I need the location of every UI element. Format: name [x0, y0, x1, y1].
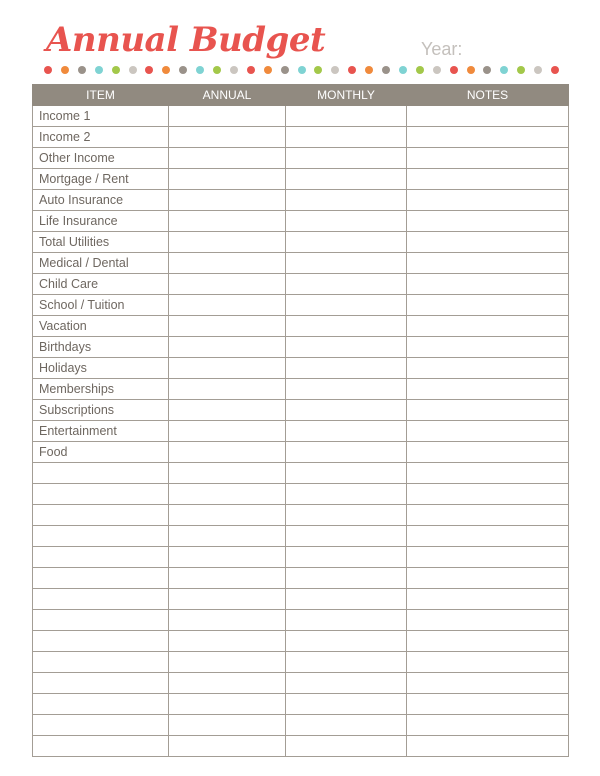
decorative-dot	[517, 66, 525, 74]
item-cell	[33, 610, 169, 631]
item-cell: Auto Insurance	[33, 190, 169, 211]
annual-cell	[169, 736, 286, 757]
decorative-dot	[314, 66, 322, 74]
column-header-notes: NOTES	[407, 85, 569, 106]
table-row	[33, 694, 569, 715]
notes-cell	[407, 337, 569, 358]
notes-cell	[407, 127, 569, 148]
notes-cell	[407, 736, 569, 757]
item-cell: Mortgage / Rent	[33, 169, 169, 190]
notes-cell	[407, 400, 569, 421]
item-cell: Vacation	[33, 316, 169, 337]
header-row	[33, 85, 569, 106]
annual-cell	[169, 253, 286, 274]
notes-cell	[407, 274, 569, 295]
item-cell: Income 2	[33, 127, 169, 148]
annual-cell	[169, 589, 286, 610]
annual-cell	[169, 463, 286, 484]
monthly-cell	[286, 484, 407, 505]
monthly-cell	[286, 526, 407, 547]
annual-cell	[169, 106, 286, 127]
item-cell: Life Insurance	[33, 211, 169, 232]
table-row	[33, 463, 569, 484]
monthly-cell	[286, 400, 407, 421]
notes-cell	[407, 295, 569, 316]
table-row	[33, 232, 569, 253]
monthly-cell	[286, 295, 407, 316]
decorative-dot	[61, 66, 69, 74]
annual-cell	[169, 148, 286, 169]
annual-cell	[169, 715, 286, 736]
notes-cell	[407, 169, 569, 190]
item-cell: Holidays	[33, 358, 169, 379]
decorative-dot	[348, 66, 356, 74]
table-row	[33, 274, 569, 295]
table-row	[33, 148, 569, 169]
monthly-cell	[286, 211, 407, 232]
notes-cell	[407, 253, 569, 274]
item-cell: Entertainment	[33, 421, 169, 442]
decorative-dot	[433, 66, 441, 74]
notes-cell	[407, 211, 569, 232]
monthly-cell	[286, 547, 407, 568]
notes-cell	[407, 106, 569, 127]
item-cell: Medical / Dental	[33, 253, 169, 274]
decorative-dot	[467, 66, 475, 74]
annual-cell	[169, 547, 286, 568]
decorative-dot	[247, 66, 255, 74]
item-cell: Other Income	[33, 148, 169, 169]
item-cell	[33, 589, 169, 610]
decorative-dot	[483, 66, 491, 74]
notes-cell	[407, 547, 569, 568]
annual-cell	[169, 295, 286, 316]
item-cell	[33, 484, 169, 505]
column-header-item: ITEM	[33, 85, 169, 106]
table-row	[33, 379, 569, 400]
monthly-cell	[286, 274, 407, 295]
item-cell	[33, 652, 169, 673]
table-row	[33, 295, 569, 316]
monthly-cell	[286, 190, 407, 211]
annual-cell	[169, 442, 286, 463]
decorative-dot	[365, 66, 373, 74]
item-cell	[33, 715, 169, 736]
monthly-cell	[286, 169, 407, 190]
table-row	[33, 547, 569, 568]
monthly-cell	[286, 442, 407, 463]
annual-cell	[169, 169, 286, 190]
year-label: Year:	[421, 39, 463, 59]
monthly-cell	[286, 631, 407, 652]
item-cell: Birthdays	[33, 337, 169, 358]
monthly-cell	[286, 337, 407, 358]
table-row	[33, 253, 569, 274]
annual-cell	[169, 400, 286, 421]
item-cell	[33, 694, 169, 715]
decorative-dot	[416, 66, 424, 74]
notes-cell	[407, 715, 569, 736]
item-cell	[33, 673, 169, 694]
decorative-dot	[331, 66, 339, 74]
annual-cell	[169, 379, 286, 400]
notes-cell	[407, 589, 569, 610]
decorative-dot	[399, 66, 407, 74]
item-cell: School / Tuition	[33, 295, 169, 316]
item-cell: Food	[33, 442, 169, 463]
item-cell	[33, 526, 169, 547]
table-row	[33, 589, 569, 610]
decorative-dot	[129, 66, 137, 74]
notes-cell	[407, 652, 569, 673]
decorative-dot-row	[0, 0, 600, 80]
item-cell	[33, 547, 169, 568]
table-row	[33, 190, 569, 211]
monthly-cell	[286, 316, 407, 337]
annual-cell	[169, 127, 286, 148]
item-cell	[33, 631, 169, 652]
decorative-dot	[230, 66, 238, 74]
monthly-cell	[286, 673, 407, 694]
table-row	[33, 505, 569, 526]
decorative-dot	[264, 66, 272, 74]
table-row	[33, 106, 569, 127]
decorative-dot	[95, 66, 103, 74]
decorative-dot	[450, 66, 458, 74]
item-cell	[33, 568, 169, 589]
decorative-dot	[298, 66, 306, 74]
monthly-cell	[286, 421, 407, 442]
monthly-cell	[286, 715, 407, 736]
table-row	[33, 526, 569, 547]
table-row	[33, 673, 569, 694]
notes-cell	[407, 379, 569, 400]
table-row	[33, 715, 569, 736]
annual-cell	[169, 190, 286, 211]
annual-cell	[169, 316, 286, 337]
monthly-cell	[286, 253, 407, 274]
table-row	[33, 400, 569, 421]
decorative-dot	[500, 66, 508, 74]
table-row	[33, 442, 569, 463]
item-cell: Total Utilities	[33, 232, 169, 253]
decorative-dot	[382, 66, 390, 74]
monthly-cell	[286, 127, 407, 148]
table-row	[33, 169, 569, 190]
decorative-dot	[179, 66, 187, 74]
decorative-dot	[112, 66, 120, 74]
notes-cell	[407, 148, 569, 169]
monthly-cell	[286, 589, 407, 610]
item-cell: Subscriptions	[33, 400, 169, 421]
notes-cell	[407, 694, 569, 715]
notes-cell	[407, 505, 569, 526]
annual-cell	[169, 232, 286, 253]
monthly-cell	[286, 652, 407, 673]
notes-cell	[407, 316, 569, 337]
monthly-cell	[286, 568, 407, 589]
annual-cell	[169, 211, 286, 232]
item-cell: Memberships	[33, 379, 169, 400]
decorative-dot	[162, 66, 170, 74]
annual-cell	[169, 484, 286, 505]
table-row	[33, 421, 569, 442]
notes-cell	[407, 610, 569, 631]
decorative-dot	[145, 66, 153, 74]
decorative-dot	[551, 66, 559, 74]
column-header-annual: ANNUAL	[169, 85, 286, 106]
notes-cell	[407, 568, 569, 589]
page-title: Annual Budget	[46, 20, 326, 60]
monthly-cell	[286, 694, 407, 715]
decorative-dot	[534, 66, 542, 74]
decorative-dot	[44, 66, 52, 74]
annual-cell	[169, 568, 286, 589]
table-row	[33, 316, 569, 337]
budget-table	[32, 84, 569, 757]
notes-cell	[407, 526, 569, 547]
annual-cell	[169, 421, 286, 442]
table-row	[33, 610, 569, 631]
monthly-cell	[286, 358, 407, 379]
notes-cell	[407, 463, 569, 484]
monthly-cell	[286, 505, 407, 526]
notes-cell	[407, 673, 569, 694]
annual-cell	[169, 337, 286, 358]
notes-cell	[407, 631, 569, 652]
notes-cell	[407, 358, 569, 379]
item-cell	[33, 505, 169, 526]
annual-cell	[169, 652, 286, 673]
table-row	[33, 127, 569, 148]
table-row	[33, 337, 569, 358]
table-row	[33, 358, 569, 379]
annual-cell	[169, 694, 286, 715]
monthly-cell	[286, 232, 407, 253]
column-header-monthly: MONTHLY	[286, 85, 407, 106]
monthly-cell	[286, 463, 407, 484]
monthly-cell	[286, 106, 407, 127]
notes-cell	[407, 421, 569, 442]
item-cell: Child Care	[33, 274, 169, 295]
notes-cell	[407, 442, 569, 463]
item-cell	[33, 736, 169, 757]
annual-cell	[169, 274, 286, 295]
notes-cell	[407, 232, 569, 253]
monthly-cell	[286, 610, 407, 631]
decorative-dot	[213, 66, 221, 74]
item-cell: Income 1	[33, 106, 169, 127]
table-row	[33, 568, 569, 589]
notes-cell	[407, 484, 569, 505]
table-row	[33, 652, 569, 673]
table-row	[33, 484, 569, 505]
decorative-dot	[281, 66, 289, 74]
annual-cell	[169, 610, 286, 631]
annual-cell	[169, 631, 286, 652]
monthly-cell	[286, 379, 407, 400]
annual-cell	[169, 505, 286, 526]
monthly-cell	[286, 148, 407, 169]
notes-cell	[407, 190, 569, 211]
item-cell	[33, 463, 169, 484]
table-row	[33, 631, 569, 652]
monthly-cell	[286, 736, 407, 757]
table-row	[33, 211, 569, 232]
annual-cell	[169, 358, 286, 379]
annual-cell	[169, 526, 286, 547]
table-row	[33, 736, 569, 757]
decorative-dot	[78, 66, 86, 74]
decorative-dot	[196, 66, 204, 74]
annual-cell	[169, 673, 286, 694]
